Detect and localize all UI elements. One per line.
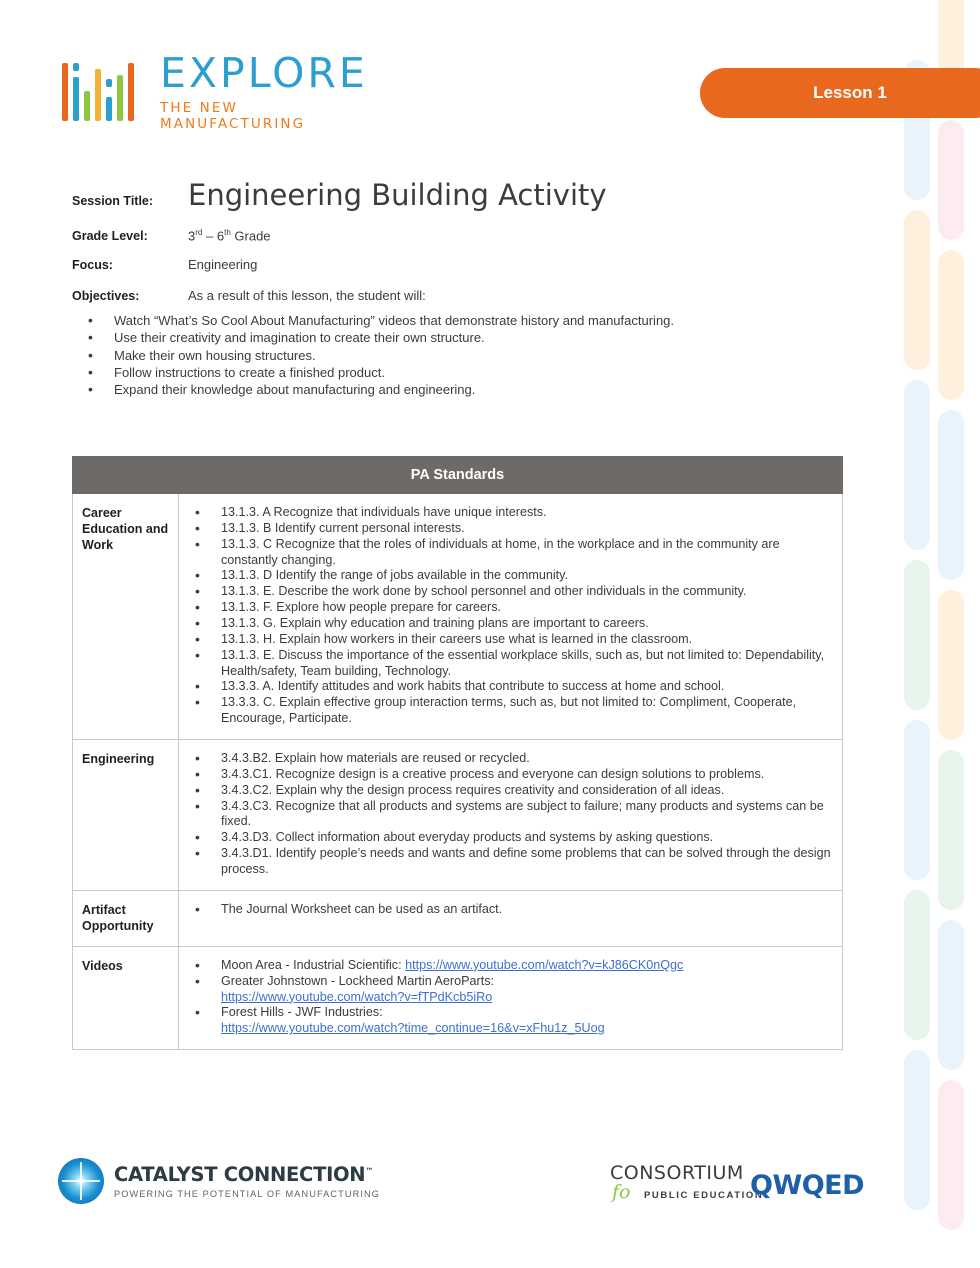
list-item: • 13.3.3. C. Explain effective group interaction terms, such as, but not limited to: Compliment, Cooperate, Encourage, Participate. [179,695,832,727]
video-label: Moon Area - Industrial Scientific: [221,957,406,972]
videos-items [179,946,843,1049]
pa-standards-heading: PA Standards [73,457,843,494]
wqed-logo: QWQED [750,1170,865,1201]
consortium-logo [610,1162,763,1201]
table-header-row [73,457,843,494]
list-item: • 13.1.3. A Recognize that individuals have unique interests. [179,505,832,521]
list-item: • 13.1.3. H. Explain how workers in their careers use what is learned in the classroom. [179,632,832,648]
session-title-label: Session Title: [72,194,154,208]
list-item: • 13.1.3. F. Explore how people prepare for careers. [179,600,832,616]
list-item: • 13.1.3. D Identify the range of jobs available in the community. [179,568,832,584]
session-title-row [72,180,862,212]
list-item: • 13.1.3. C Recognize that the roles of individuals at home, in the workplace and in the community are constantly changing. [179,537,832,569]
trademark-mark: ™ [365,1166,374,1176]
video-label: Forest Hills - JWF Industries: [221,1005,383,1020]
objectives-list [72,313,862,398]
list-item: • Follow instructions to create a finished product. [72,365,862,381]
standards-category: Career Education and Work [73,494,179,740]
list-item: • Expand their knowledge about manufacturing and engineering. [72,382,862,398]
starburst-icon [58,1158,104,1204]
standards-category: Engineering [73,740,179,891]
objectives-row [72,288,862,303]
list-item [179,1005,832,1037]
focus-row [72,257,862,272]
video-link[interactable]: https://www.youtube.com/watch?v=fTPdKcb5iRo [221,989,493,1004]
explore-logo [62,49,382,135]
list-item [179,958,832,974]
list-item: • 3.4.3.C2. Explain why the design process requires creativity and consideration of all ideas. [179,783,832,799]
standards-items [179,890,843,946]
pa-standards-table [72,456,843,1050]
focus-value: Engineering [188,257,258,273]
video-label: Greater Johnstown - Lockheed Martin AeroParts: [221,973,494,988]
catalyst-tagline: POWERING THE POTENTIAL OF MANUFACTURING [114,1189,380,1199]
video-link[interactable]: https://www.youtube.com/watch?time_continue=16&v=xFhu1z_5Uog [221,1021,605,1036]
grade-level-value: 3rd – 6th Grade [188,227,271,244]
consortium-top: CONSORTIUM [610,1162,744,1184]
grade-level-row [72,228,862,243]
grade-level-label: Grade Level: [72,229,148,244]
lesson-badge: Lesson 1 [700,68,980,118]
logo-bars-icon [62,59,140,121]
standards-category: Artifact Opportunity [73,890,179,946]
list-item: • 3.4.3.C3. Recognize that all products and systems are subject to failure; many products and systems can be fixed. [179,799,832,831]
logo-tagline: THE NEW MANUFACTURING [160,100,306,132]
list-item: • Make their own housing structures. [72,348,862,364]
list-item: • 13.1.3. E. Describe the work done by school personnel and other individuals in the community. [179,584,832,600]
decorative-edge-strips [880,0,980,1268]
list-item [179,974,832,1006]
list-item: • 13.1.3. G. Explain why education and training plans are important to careers. [179,616,832,632]
list-item: • Watch “What’s So Cool About Manufacturing” videos that demonstrate history and manufacturing. [72,313,862,329]
list-item: • 13.1.3. B Identify current personal interests. [179,521,832,537]
objectives-intro: As a result of this lesson, the student will: [188,288,426,304]
video-link[interactable]: https://www.youtube.com/watch?v=kJ86CK0nQgc [405,957,684,972]
list-item: • 3.4.3.C1. Recognize design is a creative process and everyone can design solutions to problems. [179,767,832,783]
focus-label: Focus: [72,258,113,273]
standards-items [179,740,843,891]
list-item: • The Journal Worksheet can be used as an artifact. [179,902,832,918]
standards-items [179,494,843,740]
objectives-label: Objectives: [72,289,140,304]
consortium-fo: fo [612,1181,631,1203]
standards-category: Videos [73,946,179,1049]
catalyst-connection-logo [58,1158,380,1204]
table-row [73,494,843,740]
list-item: • 3.4.3.D3. Collect information about everyday products and systems by asking questions. [179,830,832,846]
table-row [73,740,843,891]
logo-title: EXPLORE [160,49,368,97]
list-item: • 3.4.3.B2. Explain how materials are reused or recycled. [179,751,832,767]
list-item: • 13.1.3. E. Discuss the importance of the essential workplace skills, such as, but not limited to: Dependability, Health/safety, Team building, Technology. [179,648,832,680]
session-title-value: Engineering Building Activity [188,178,607,212]
list-item: • 3.4.3.D1. Identify people’s needs and wants and define some problems that can be solved through the design process. [179,846,832,878]
list-item: • 13.3.3. A. Identify attitudes and work habits that contribute to success at home and school. [179,679,832,695]
list-item: • Use their creativity and imagination to create their own structure. [72,330,862,346]
consortium-bottom: PUBLIC EDUCATION [644,1190,764,1202]
table-row-videos [73,946,843,1049]
session-meta [72,180,862,399]
catalyst-title: CATALYST CONNECTION™ [114,1163,374,1186]
table-row [73,890,843,946]
page-footer [0,1158,980,1228]
